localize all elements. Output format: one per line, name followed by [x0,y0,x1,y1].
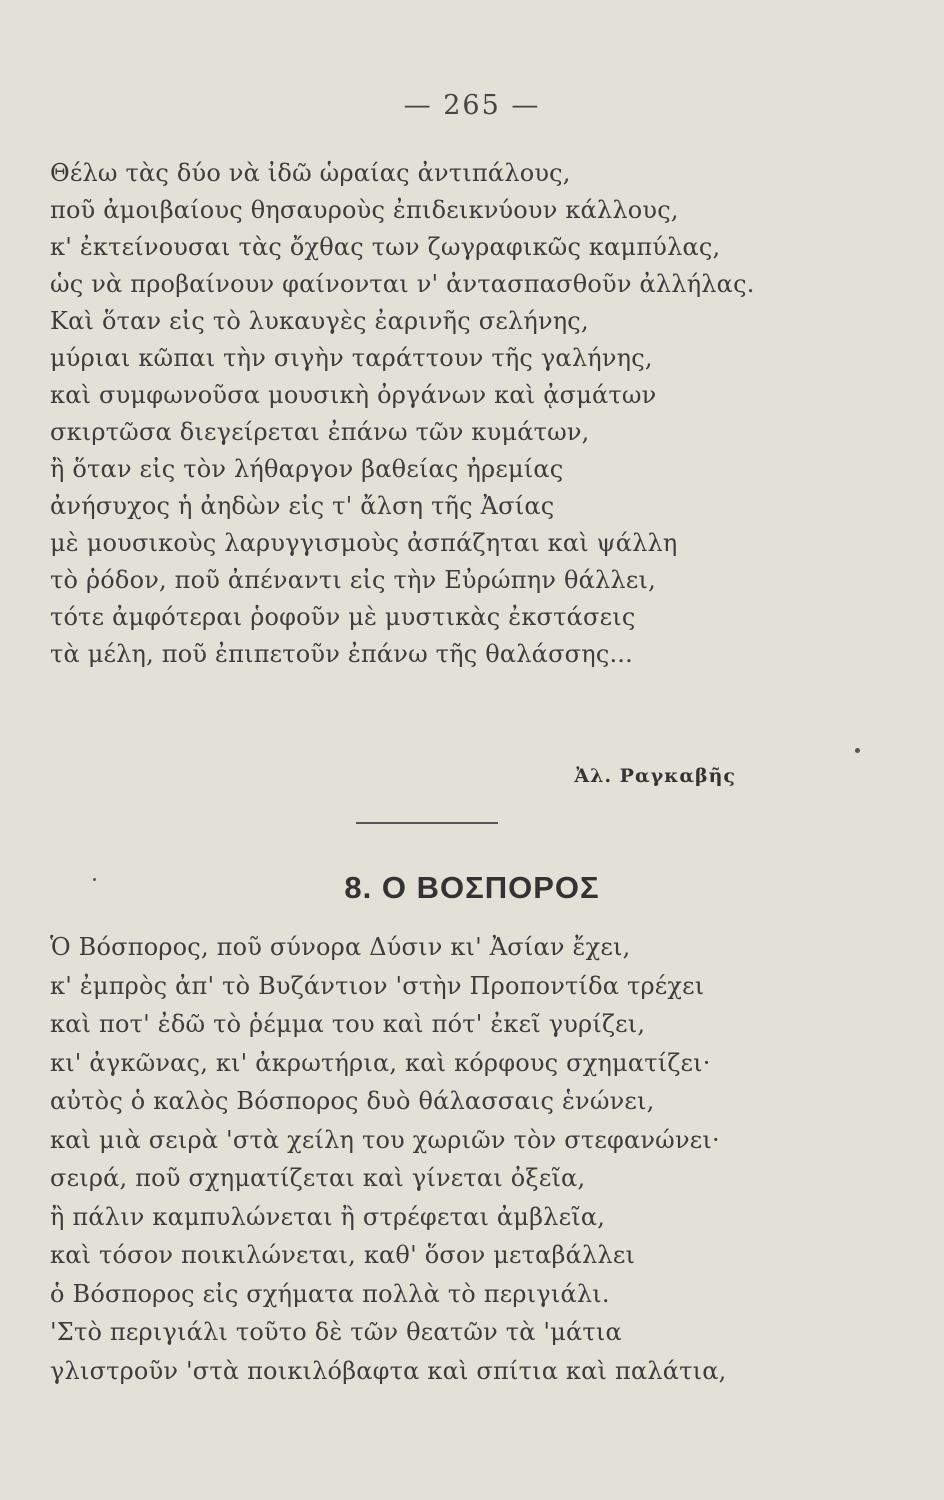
verse-line: ὡς νὰ προβαίνουν φαίνονται ν' ἀντασπασθοῦν ἀλλήλας. [50,270,755,298]
verse-line: ποῦ ἀμοιβαίους θησαυροὺς ἐπιδεικνύουν κάλλους, [50,196,679,224]
poem-bosporus [50,928,870,1390]
verse-line: κι' ἀγκῶνας, κι' ἀκρωτήρια, καὶ κόρφους σχηματίζει· [50,1048,711,1077]
verse-line: αὐτὸς ὁ καλὸς Βόσπορος δυὸ θάλασσαις ἑνώνει, [50,1087,655,1115]
page-number: — 265 — [403,90,541,121]
verse-line: καὶ μιὰ σειρὰ 'στὰ χείλη του χωριῶν τὸν στεφανώνει· [50,1125,720,1154]
verse-line: Ὁ Βόσπορος, ποῦ σύνορα Δύσιν κι' Ἀσίαν ἔχει, [50,933,631,961]
verse-line: Θέλω τὰς δύο νὰ ἰδῶ ὡραίας ἀντιπάλους, [50,159,571,187]
verse-line: Καὶ ὅταν εἰς τὸ λυκαυγὲς ἐαρινῆς σελήνης, [50,307,589,335]
verse-line: ἢ ὅταν εἰς τὸν λήθαργον βαθείας ἠρεμίας [50,455,564,483]
verse-line: 'Στὸ περιγιάλι τοῦτο δὲ τῶν θεατῶν τὰ 'μάτια [50,1318,622,1346]
section-title: Ο ΒΟΣΠΟΡΟΣ [381,870,600,905]
section-number: 8. [344,870,373,905]
verse-line: τότε ἀμφότεραι ῥοφοῦν μὲ μυστικὰς ἐκστάσεις [50,603,636,631]
poem-excerpt [50,155,870,673]
verse-line: τὰ μέλη, ποῦ ἐπιπετοῦν ἐπάνω τῆς θαλάσσης... [50,640,633,668]
verse-line: κ' ἐκτείνουσαι τὰς ὄχθας των ζωγραφικῶς καμπύλας, [50,233,721,261]
verse-line: τὸ ῥόδον, ποῦ ἀπέναντι εἰς τὴν Εὐρώπην θάλλει, [50,566,656,594]
verse-line: ἀνήσυχος ἡ ἀηδὼν εἰς τ' ἄλση τῆς Ἀσίας [50,492,555,520]
paper-speck [93,878,96,881]
verse-line: ἢ πάλιν καμπυλώνεται ἢ στρέφεται ἀμβλεῖα, [50,1202,606,1231]
verse-line: καὶ συμφωνοῦσα μουσικὴ ὀργάνων καὶ ᾀσμάτων [50,381,657,409]
verse-line: καὶ τόσον ποικιλώνεται, καθ' ὅσον μεταβάλλει [50,1241,636,1269]
verse-line: γλιστροῦν 'στὰ ποικιλόβαφτα καὶ σπίτια καὶ παλάτια, [50,1356,727,1385]
author-attribution: Ἀλ. Ραγκαβῆς [574,765,736,787]
verse-line: ὁ Βόσπορος εἰς σχήματα πολλὰ τὸ περιγιάλι. [50,1279,610,1308]
verse-line: κ' ἐμπρὸς ἀπ' τὸ Βυζάντιον 'στὴν Προποντίδα τρέχει [50,971,705,1000]
section-heading [0,870,944,906]
verse-line: σειρά, ποῦ σχηματίζεται καὶ γίνεται ὀξεῖα, [50,1164,586,1192]
verse-line: σκιρτῶσα διεγείρεται ἐπάνω τῶν κυμάτων, [50,418,590,446]
paper-speck [855,748,860,753]
verse-line: μὲ μουσικοὺς λαρυγγισμοὺς ἀσπάζηται καὶ ψάλλη [50,529,678,557]
verse-line: καὶ ποτ' ἐδῶ τὸ ῥέμμα του καὶ πότ' ἐκεῖ γυρίζει, [50,1010,646,1038]
verse-line: μύριαι κῶπαι τὴν σιγὴν ταράττουν τῆς γαλήνης, [50,344,653,372]
section-divider [356,822,498,824]
